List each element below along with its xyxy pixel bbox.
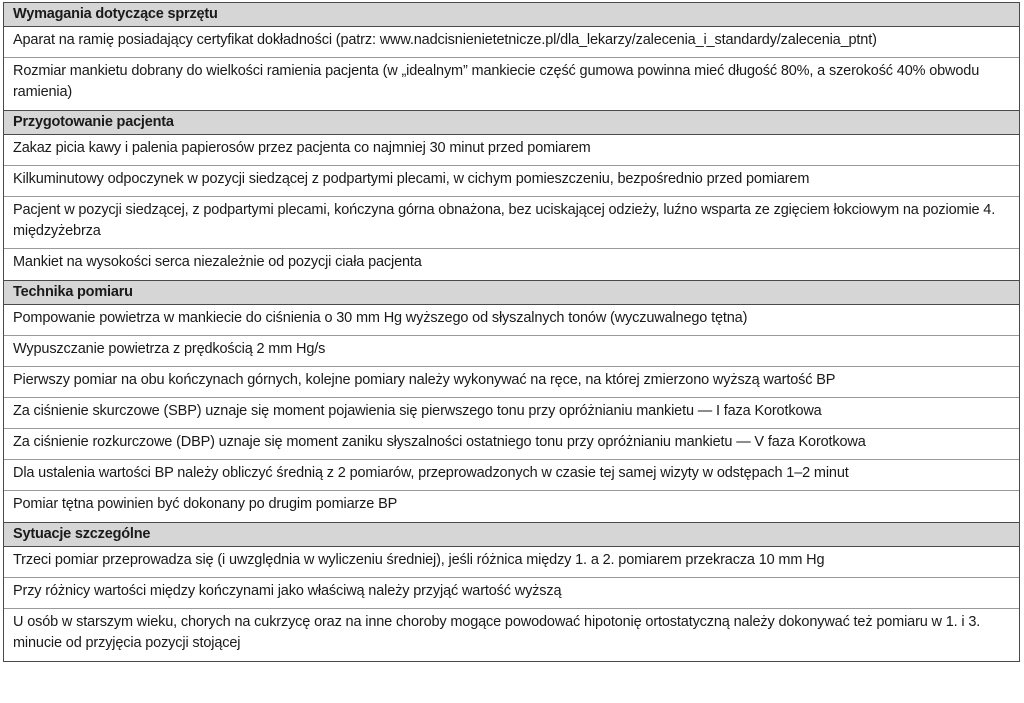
table-row: Przy różnicy wartości między kończynami jako właściwą należy przyjąć wartość wyższą [4, 578, 1019, 609]
table-row: Trzeci pomiar przeprowadza się (i uwzględnia w wyliczeniu średniej), jeśli różnica między 1. a 2. pomiarem przekracza 10 mm Hg [4, 547, 1019, 578]
table-row: Pomiar tętna powinien być dokonany po drugim pomiarze BP [13, 496, 398, 512]
table-row: Za ciśnienie skurczowe (SBP) uznaje się moment pojawienia się pierwszego tonu przy opróżnianiu mankietu — I faza Korotkowa [4, 398, 1019, 429]
table-row: Pompowanie powietrza w mankiecie do ciśnienia o 30 mm Hg wyższego od słyszalnych tonów (wyczuwalnego tętna) [4, 305, 1019, 336]
table-row: Pacjent w pozycji siedzącej, z podpartymi plecami, kończyna górna obnażona, bez uciskającej odzieży, luźno wsparta ze zgięciem łokciowym na poziomie 4. międzyżebrza [4, 197, 1019, 249]
table-row: Za ciśnienie rozkurczowe (DBP) uznaje się moment zaniku słyszalności ostatniego tonu przy opróżnianiu mankietu — V faza Korotkowa [4, 429, 1019, 460]
table-row: Dla ustalenia wartości BP należy obliczyć średnią z 2 pomiarów, przeprowadzonych w czasie tej samej wizyty w odstępach 1–2 minut [4, 460, 1019, 491]
table-row: Pierwszy pomiar na obu kończynach górnych, kolejne pomiary należy wykonywać na ręce, na której zmierzono wyższą wartość BP [4, 367, 1019, 398]
table-row: U osób w starszym wieku, chorych na cukrzycę oraz na inne choroby mogące powodować hipotonię ortostatyczną należy dokonywać też pomiaru w 1. i 3. minucie od przyjęcia pozycji stojącej [13, 614, 981, 651]
table-row: Wypuszczanie powietrza z prędkością 2 mm Hg/s [4, 336, 1019, 367]
section-header-equipment: Wymagania dotyczące sprzętu [4, 2, 1019, 27]
table-row: Zakaz picia kawy i palenia papierosów przez pacjenta co najmniej 30 minut przed pomiarem [4, 135, 1019, 166]
bp-measurement-table [3, 2, 1020, 662]
table-row: Mankiet na wysokości serca niezależnie od pozycji ciała pacjenta [13, 254, 422, 270]
section-header-special-situations: Sytuacje szczególne [4, 522, 1019, 547]
table-row: Kilkuminutowy odpoczynek w pozycji siedzącej z podpartymi plecami, w cichym pomieszczeniu, bezpośrednio przed pomiarem [4, 166, 1019, 197]
section-header-patient-preparation: Przygotowanie pacjenta [4, 110, 1019, 135]
table-row: Aparat na ramię posiadający certyfikat dokładności (patrz: www.nadcisnienietetnicze.pl/dla_lekarzy/zalecenia_i_standardy/zalecenia_ptnt) [4, 27, 1019, 58]
table-row: Rozmiar mankietu dobrany do wielkości ramienia pacjenta (w „idealnym” mankiecie część gumowa powinna mieć długość 80%, a szerokość 40% obwodu ramienia) [13, 63, 980, 100]
section-header-measurement-technique: Technika pomiaru [4, 280, 1019, 305]
